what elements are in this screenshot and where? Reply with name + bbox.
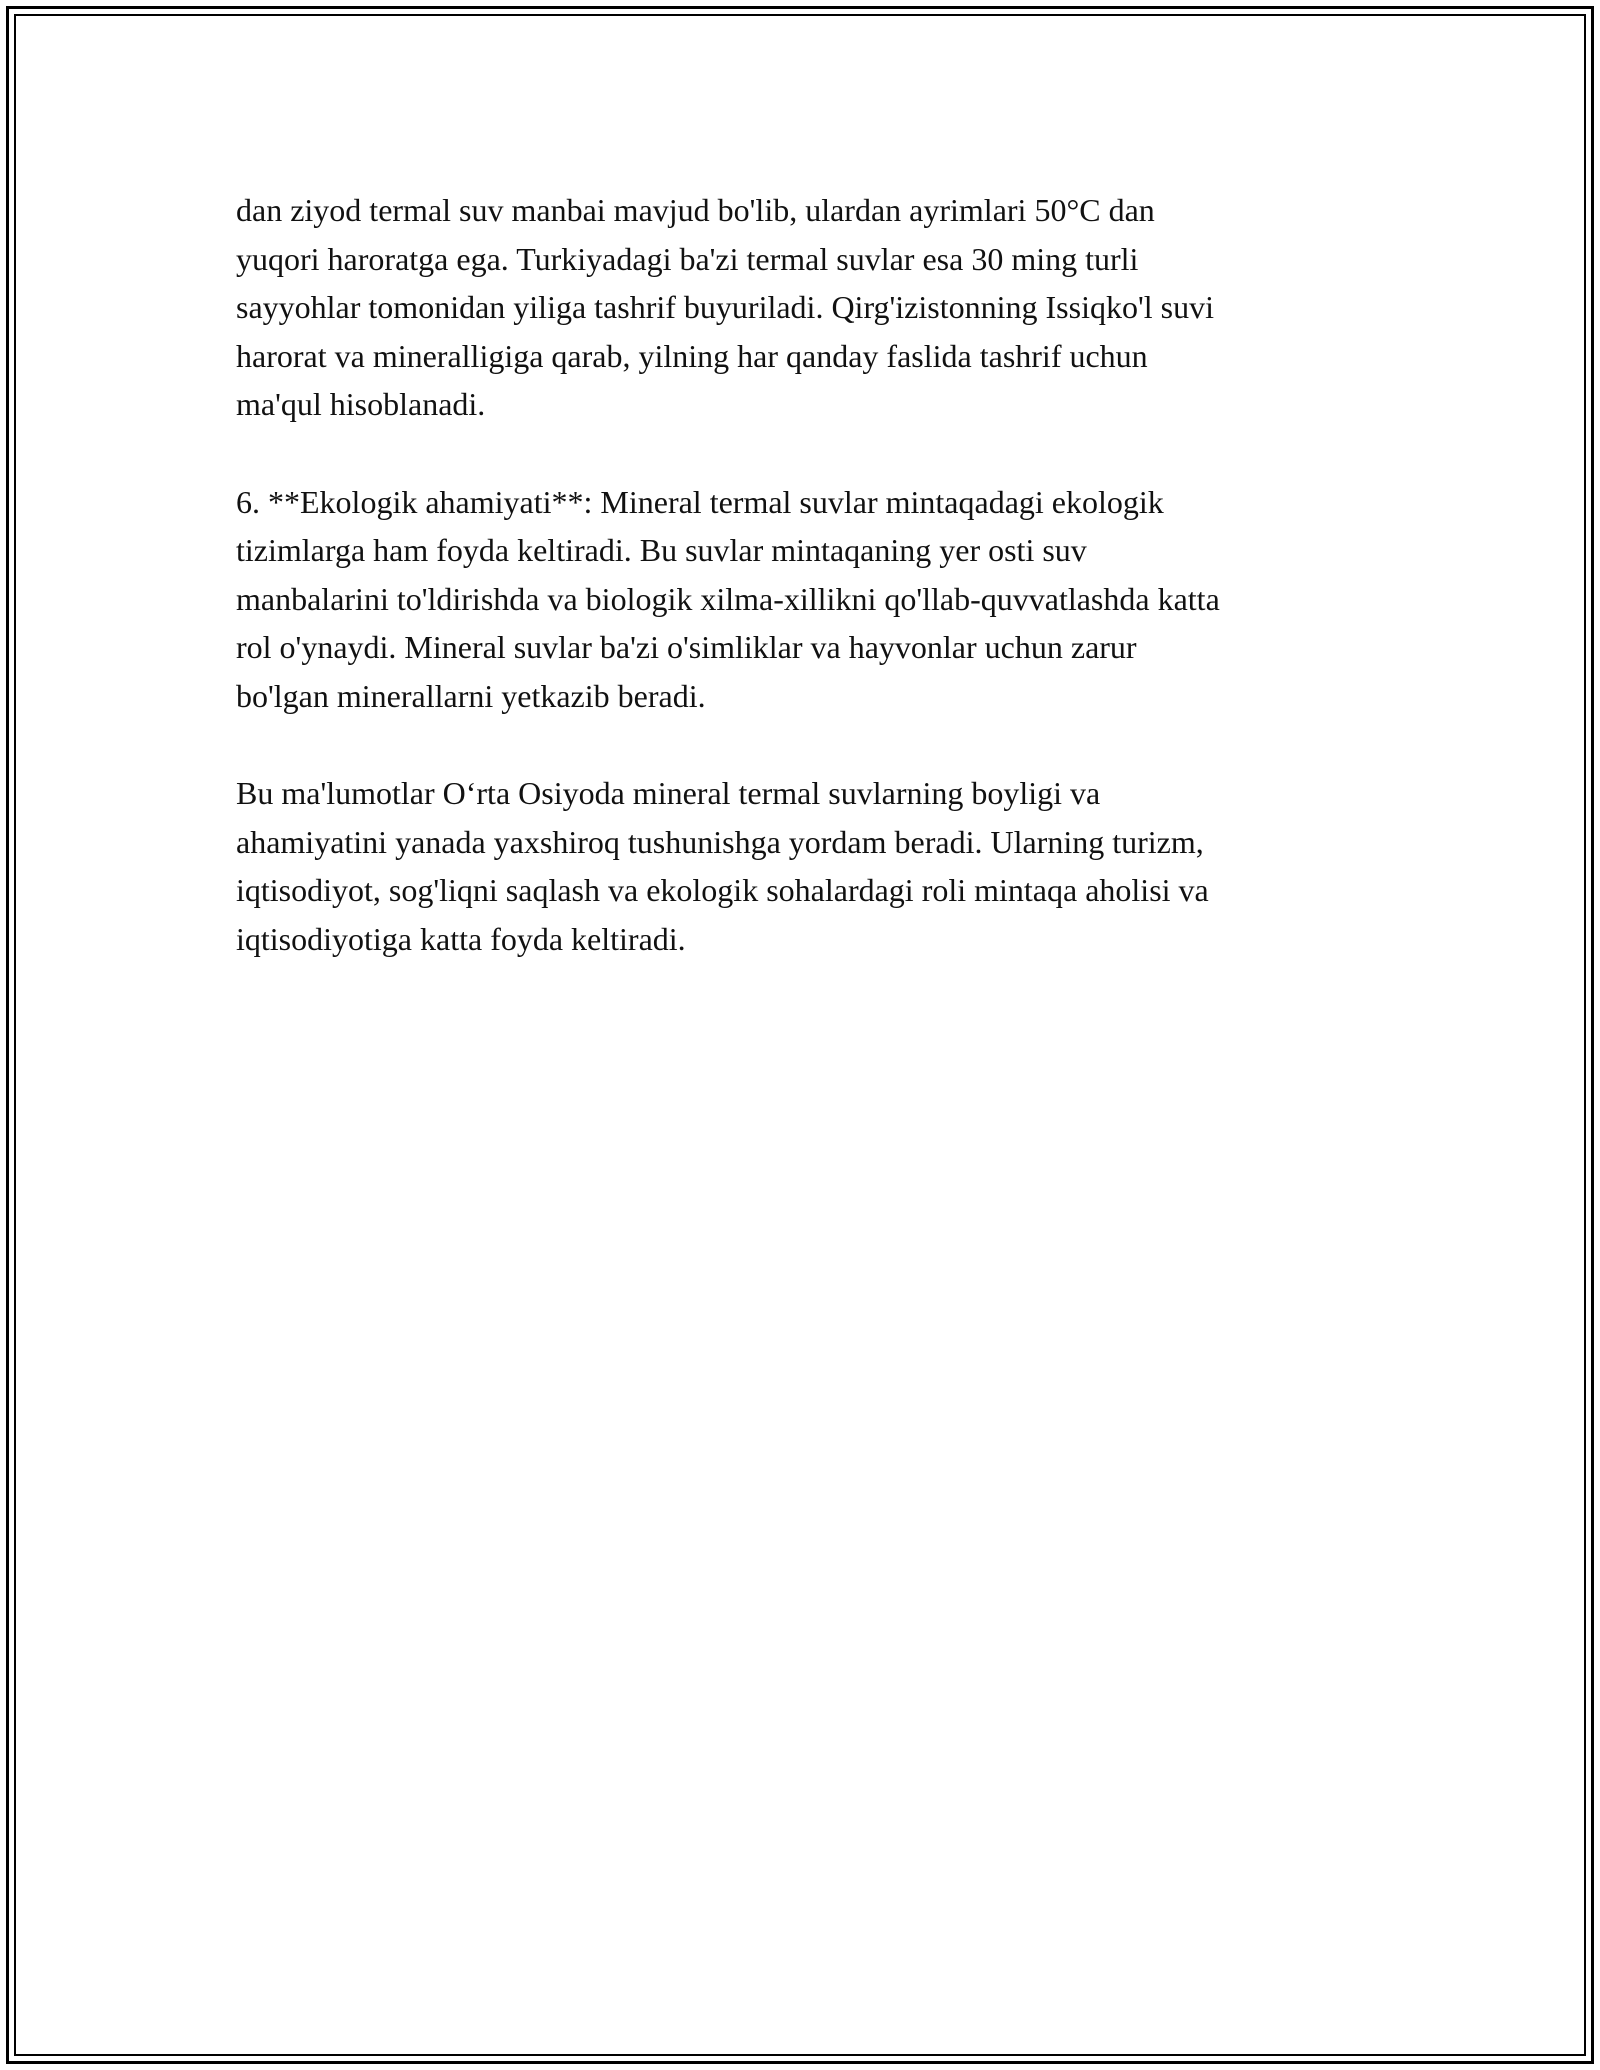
paragraph-ecological-importance: 6. **Ekologik ahamiyati**: Mineral termal suvlar mintaqadagi ekologik tizimlarga ham foyda keltiradi. Bu suvlar mintaqaning yer osti suv manbalarini to'ldirishda va biologik xilma-xillikni qo'llab-quvvatlashda katta rol o'ynaydi. Mineral suvlar ba'zi o'simliklar va hayvonlar uchun zarur bo'lgan minerallarni yetkazib beradi. xyxy=(236,483,1220,714)
paragraph-thermal-sources: dan ziyod termal suv manbai mavjud bo'lib, ulardan ayrimlari 50°C dan yuqori haroratga ega. Turkiyadagi ba'zi termal suvlar esa 30 ming turli sayyohlar tomonidan yiliga tashrif buyuriladi. Qirg'izistonning Issiqko'l suvi harorat va mineralligiga qarab, yilning har qanday faslida tashrif uchun ma'qul hisoblanadi. xyxy=(236,192,1214,422)
paragraph-conclusion: Bu ma'lumotlar O‘rta Osiyoda mineral termal suvlarning boyligi va ahamiyatini yanada yaxshiroq tushunishga yordam beradi. Ularning turizm, iqtisodiyot, sog'liqni saqlash va ekologik sohalardagi roli mintaqa aholisi va iqtisodiyotiga katta foyda keltiradi. xyxy=(236,775,1209,957)
document-body xyxy=(236,186,1376,963)
